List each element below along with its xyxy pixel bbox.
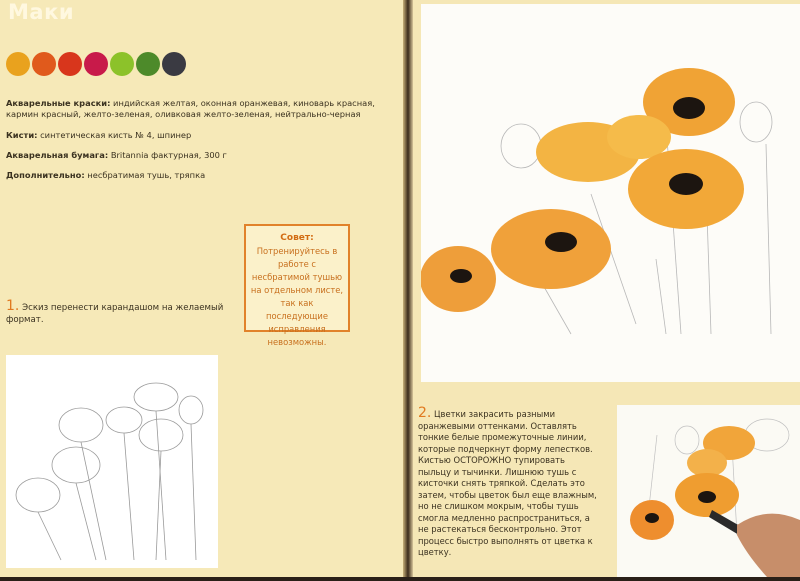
tip-text: Потренируйтесь в работе с несбратимой тушью на отдельном листе, так как последующие исправления невозможны. [250,246,344,347]
swatch-indian-yellow [6,52,30,76]
book-gutter [403,0,413,577]
step-2 [418,405,600,559]
brushes-label: Кисти: [6,130,38,140]
sketch-drawing [6,355,218,568]
step-1 [6,300,236,326]
swatch-yellow-green [110,52,134,76]
tip-title: Совет: [280,233,314,243]
watercolor-painting-image [421,4,800,382]
paper-text: Britannia фактурная, 300 г [110,150,227,160]
step-2-text: Цветки закрасить разными оранжевыми оттенками. Оставлять тонкие белые промежуточные линии, которые подчеркнут форму лепестков. Кистью ОСТОРОЖНО тупировать пыльцу и тычинки. Лишнюю тушь с кисточки снять тряпкой. Сделать это затем, чтобы цветок был еще влажным, но не слишком мокрым, чтобы тушь смогла медленно распространиться, а не растекаться бесконтрольно. Этот процесс быстро выполнять от цветка к цветку. [418,409,597,557]
swatch-olive-yellow-green [136,52,160,76]
paper-label: Акварельная бумага: [6,150,109,160]
paints-line [6,98,401,120]
inking-photo [617,405,800,577]
extra-label: Дополнительно: [6,170,85,180]
extra-line [6,170,401,181]
swatch-carmine [84,52,108,76]
tip-box [244,224,350,347]
color-palette [6,52,186,76]
brushes-line [6,130,401,141]
swatch-vermilion [58,52,82,76]
step-1-text: Эскиз перенести карандашом на желаемый формат. [6,303,224,325]
extra-text: несбратимая тушь, тряпка [87,170,206,180]
painting-with-hand-image [617,405,800,577]
step-1-number: 1. [6,298,20,314]
pencil-sketch-image [6,355,218,568]
swatch-neutral-black [162,52,186,76]
swatch-orange [32,52,56,76]
brushes-text: синтетическая кисть № 4, шпинер [40,130,192,140]
paper-line [6,150,401,161]
poppy-painting [421,4,800,382]
paints-label: Акварельные краски: [6,98,111,108]
paints-text: индийская желтая, оконная оранжевая, киноварь красная, кармин красный, желто-зеленая, оливковая желто-зеленая, нейтрально-черная [6,98,375,119]
step-2-number: 2. [418,405,432,421]
page-title: Маки [8,0,75,24]
